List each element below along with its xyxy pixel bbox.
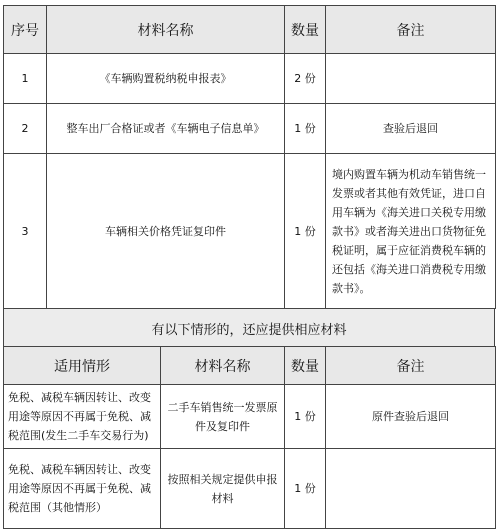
row-situation: 免税、减税车辆因转让、改变用途等原因不再属于免税、减税范围（其他情形） bbox=[4, 449, 161, 529]
row-quantity: 1 份 bbox=[285, 385, 326, 449]
row-material-name: 按照相关规定提供申报材料 bbox=[161, 449, 285, 529]
row-remarks: 查验后退回 bbox=[326, 104, 496, 154]
table-header-row bbox=[4, 347, 496, 385]
additional-materials-section bbox=[3, 308, 495, 348]
row-material-name: 整车出厂合格证或者《车辆电子信息单》 bbox=[47, 104, 285, 154]
row-material-name: 二手车销售统一发票原件及复印件 bbox=[161, 385, 285, 449]
table-row bbox=[4, 449, 496, 529]
row-remarks bbox=[326, 449, 496, 529]
header-situation: 适用情形 bbox=[4, 347, 161, 385]
row-remarks bbox=[326, 54, 496, 104]
table-row bbox=[4, 154, 496, 309]
section-title-row bbox=[4, 309, 495, 348]
row-material-name: 车辆相关价格凭证复印件 bbox=[47, 154, 285, 309]
row-quantity: 1 份 bbox=[285, 104, 326, 154]
row-remarks: 境内购置车辆为机动车销售统一发票或者其他有效凭证，进口自用车辆为《海关进口关税专用缴款书》或者海关进出口货物征免税证明，属于应征消费税车辆的还包括《海关进口消费税专用缴款书》。 bbox=[326, 154, 496, 309]
row-remarks: 原件查验后退回 bbox=[326, 385, 496, 449]
table-row bbox=[4, 54, 496, 104]
row-seq: 2 bbox=[4, 104, 47, 154]
row-seq: 3 bbox=[4, 154, 47, 309]
table-row bbox=[4, 385, 496, 449]
row-quantity: 1 份 bbox=[285, 154, 326, 309]
header-seq: 序号 bbox=[4, 6, 47, 54]
row-situation: 免税、减税车辆因转让、改变用途等原因不再属于免税、减税范围(发生二手车交易行为) bbox=[4, 385, 161, 449]
table-header-row bbox=[4, 6, 496, 54]
header-quantity: 数量 bbox=[285, 6, 326, 54]
row-material-name: 《车辆购置税纳税申报表》 bbox=[47, 54, 285, 104]
header-remarks: 备注 bbox=[326, 347, 496, 385]
row-seq: 1 bbox=[4, 54, 47, 104]
header-remarks: 备注 bbox=[326, 6, 496, 54]
additional-materials-table bbox=[3, 346, 496, 529]
row-quantity: 2 份 bbox=[285, 54, 326, 104]
section-title: 有以下情形的，还应提供相应材料 bbox=[4, 309, 495, 348]
header-material-name: 材料名称 bbox=[47, 6, 285, 54]
header-quantity: 数量 bbox=[285, 347, 326, 385]
row-quantity: 1 份 bbox=[285, 449, 326, 529]
required-materials-table bbox=[3, 5, 496, 309]
header-material-name: 材料名称 bbox=[161, 347, 285, 385]
table-row bbox=[4, 104, 496, 154]
